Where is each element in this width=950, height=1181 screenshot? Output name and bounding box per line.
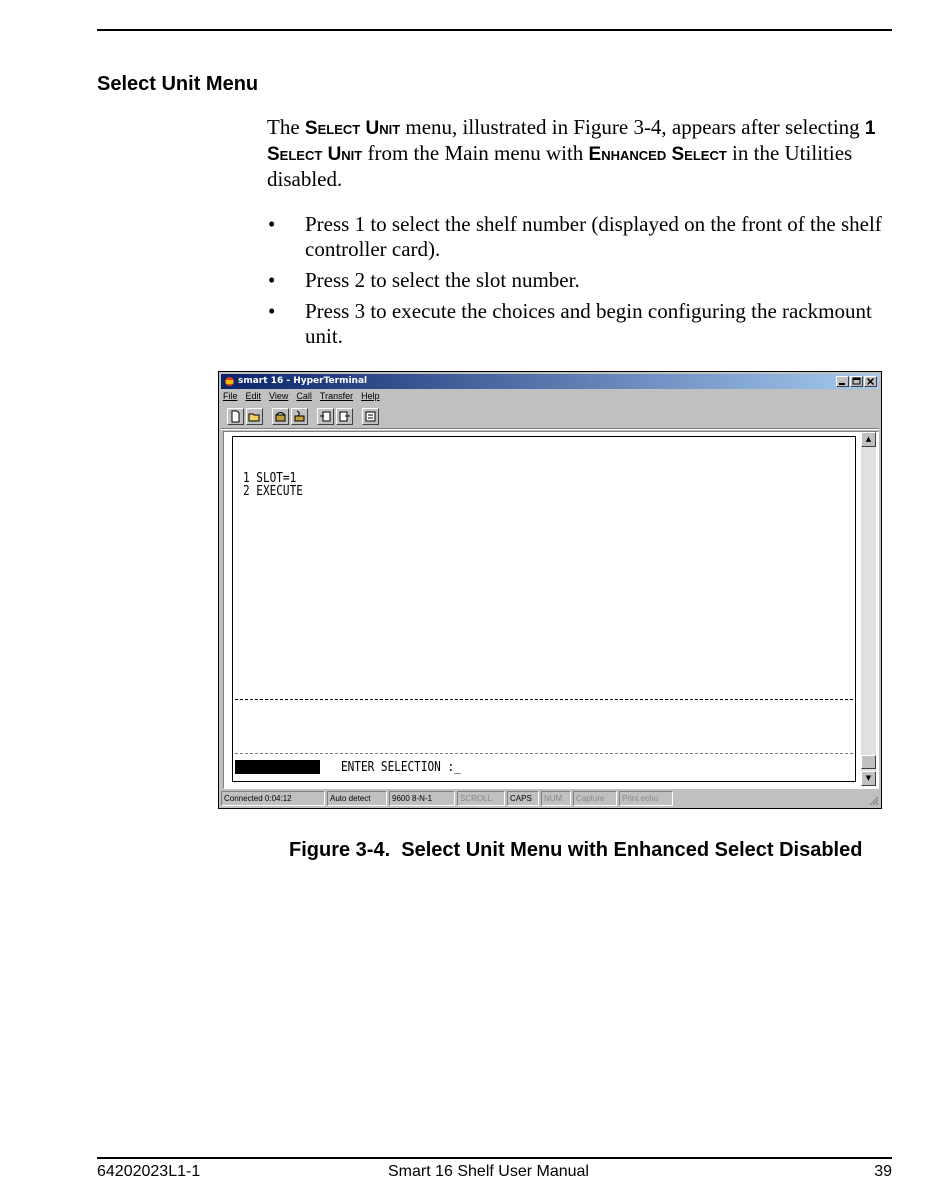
document-number: 64202023L1-1: [97, 1163, 201, 1180]
selection-prompt: ENTER SELECTION :_: [341, 760, 461, 775]
window-title: smart 16 - HyperTerminal: [238, 376, 368, 386]
menu-view[interactable]: View: [269, 391, 289, 401]
connect-icon: [273, 409, 288, 424]
menu-option: 1 Select Unit: [267, 118, 876, 165]
list-item: • Press 3 to execute the choices and begin configuring the rackmount unit.: [268, 299, 872, 348]
minimize-icon: [837, 377, 848, 386]
send-icon: [318, 409, 333, 424]
receive-icon: [337, 409, 352, 424]
status-capture: Capture: [573, 791, 617, 806]
minimize-button[interactable]: [836, 376, 849, 387]
status-connected: Connected 0:04:12: [221, 791, 325, 806]
disconnect-icon: [292, 409, 307, 424]
open-icon: [247, 409, 262, 424]
footer-rule: [97, 1157, 892, 1159]
scroll-thumb[interactable]: [861, 755, 876, 769]
resize-grip-icon[interactable]: [867, 794, 879, 806]
section-title: Select Unit Menu: [97, 73, 259, 95]
disconnect-button[interactable]: [291, 408, 308, 425]
document-title: Smart 16 Shelf User Manual: [388, 1163, 589, 1180]
list-item: • Press 2 to select the slot number.: [268, 268, 580, 292]
maximize-icon: [851, 377, 862, 386]
utility-option: Enhanced Select: [588, 144, 727, 165]
status-bar: [221, 791, 879, 806]
properties-icon: [363, 409, 378, 424]
menu-file[interactable]: File: [223, 391, 238, 401]
toolbar-divider: [221, 428, 879, 430]
hyperterminal-icon: [224, 376, 235, 387]
terminal-line: 1 SLOT=1: [243, 471, 297, 486]
scroll-down-button[interactable]: [861, 771, 876, 786]
figure-caption: Figure 3-4. Select Unit Menu with Enhanced Select Disabled: [289, 839, 863, 861]
menu-name: Select Unit: [304, 118, 401, 139]
close-icon: [865, 377, 876, 386]
menu-transfer[interactable]: Transfer: [319, 391, 354, 401]
hyperterminal-window: [218, 371, 882, 809]
terminal-line: 2 EXECUTE: [243, 484, 303, 499]
intro-paragraph: The Select Unit menu, illustrated in Figure 3-4, appears after selecting 1 Select Unit from the Main menu with Enhanced Select in the Utilities disabled.: [267, 115, 876, 191]
status-print-echo: Print echo: [619, 791, 673, 806]
connect-button[interactable]: [272, 408, 289, 425]
scroll-up-button[interactable]: [861, 432, 876, 447]
menu-help[interactable]: Help: [361, 391, 380, 401]
instruction-list: [267, 212, 892, 349]
status-caps: CAPS: [507, 791, 539, 806]
arrow-down-icon: ▼: [865, 774, 872, 782]
status-spacer: [675, 791, 865, 806]
arrow-up-icon: ▲: [865, 435, 872, 443]
status-num: NUM: [541, 791, 571, 806]
menu-edit[interactable]: Edit: [245, 391, 262, 401]
toolbar: [227, 407, 379, 425]
menu-call[interactable]: Call: [296, 391, 312, 401]
list-item: • Press 1 to select the shelf number (displayed on the front of the shelf controller card).: [268, 212, 882, 261]
status-emulation: Auto detect: [327, 791, 387, 806]
bullet-icon: •: [268, 268, 276, 292]
terminal-divider: [235, 699, 853, 700]
receive-button[interactable]: [336, 408, 353, 425]
title-bar[interactable]: [221, 374, 879, 389]
terminal-frame: [223, 431, 879, 789]
header-rule: [97, 29, 892, 31]
page-number: 39: [874, 1163, 892, 1180]
new-icon: [228, 409, 243, 424]
new-button[interactable]: [227, 408, 244, 425]
bullet-icon: •: [268, 212, 276, 236]
menu-bar: [223, 391, 380, 404]
send-button[interactable]: [317, 408, 334, 425]
open-button[interactable]: [246, 408, 263, 425]
close-button[interactable]: [864, 376, 877, 387]
terminal-divider: [235, 753, 853, 754]
properties-button[interactable]: [362, 408, 379, 425]
body-text: [267, 115, 892, 355]
vertical-scrollbar[interactable]: [861, 432, 876, 786]
status-scroll: SCROLL: [457, 791, 505, 806]
status-port-settings: 9600 8-N-1: [389, 791, 455, 806]
terminal-screen[interactable]: [232, 436, 856, 782]
status-highlight: [235, 760, 320, 774]
bullet-icon: •: [268, 299, 276, 323]
maximize-button[interactable]: [850, 376, 863, 387]
